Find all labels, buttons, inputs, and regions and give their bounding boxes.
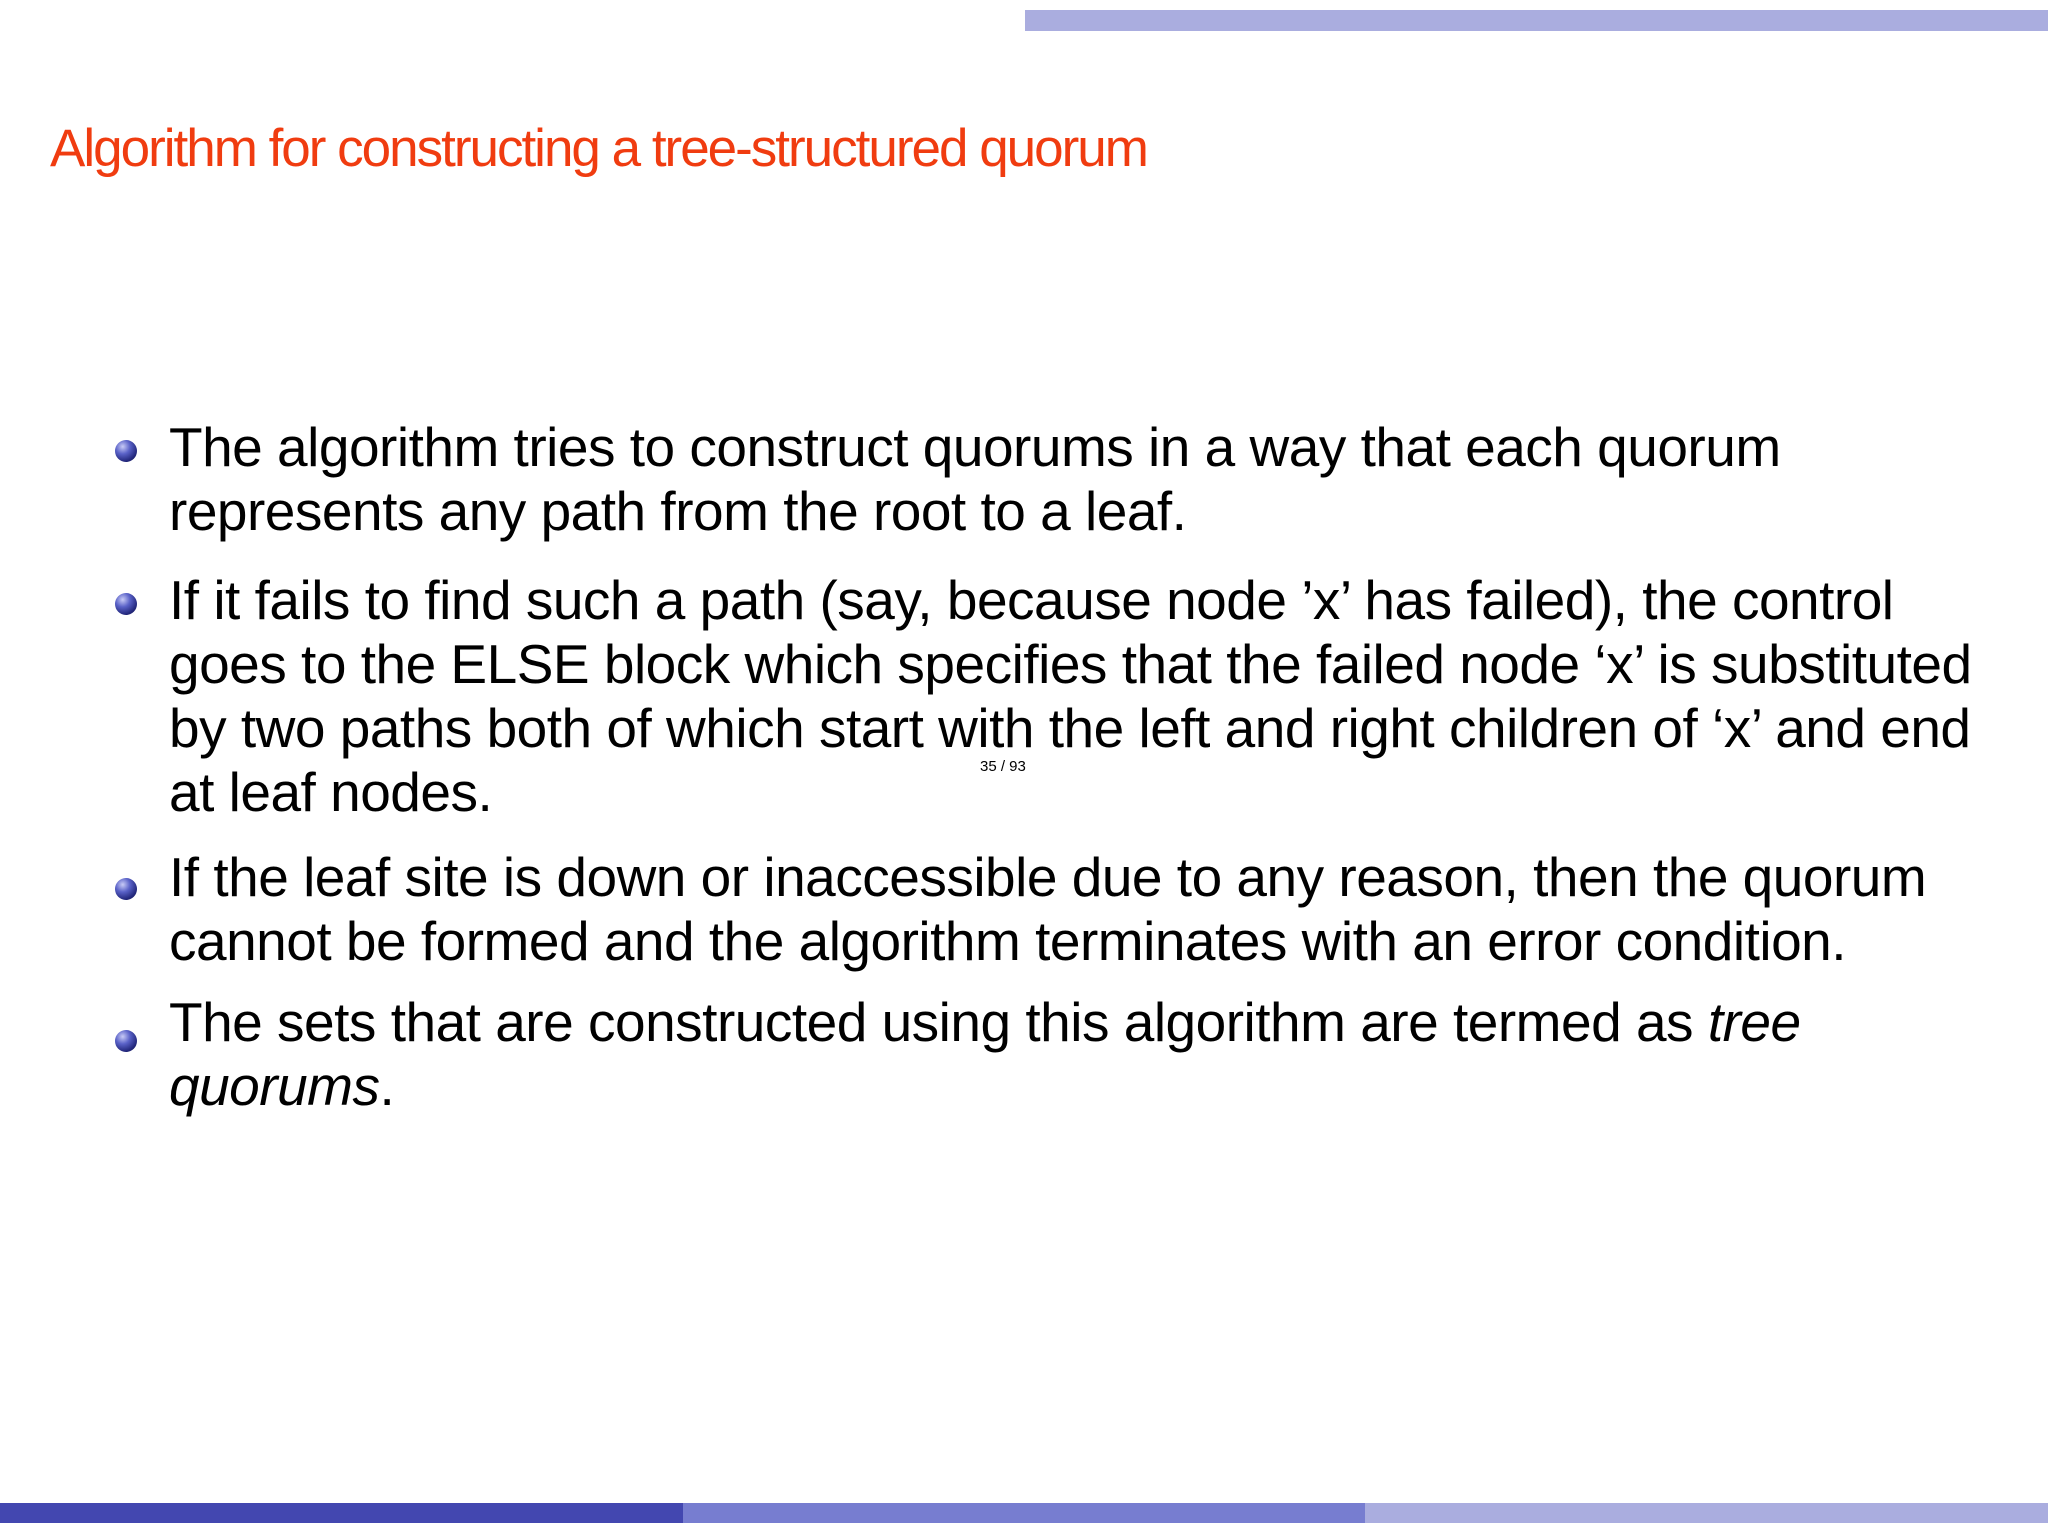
bullet-text: If the leaf site is down or inaccessible due to any reason, then the quorum cannot be formed and the algorithm terminates with an error condition. (169, 846, 1927, 972)
bullet-icon (115, 878, 137, 900)
footer-bar-right (1365, 1503, 2048, 1523)
bullet-icon (115, 1030, 137, 1052)
bullet-icon (115, 593, 137, 615)
footer-bar-left (0, 1503, 683, 1523)
page-number: 35 / 93 (980, 758, 1026, 775)
slide-title: Algorithm for constructing a tree-structured quorum (50, 119, 1147, 178)
bullet-text-italic-term: tree quorums (169, 991, 1801, 1117)
bullet-text-plain: The sets that are constructed using this algorithm are termed as (169, 991, 1708, 1053)
bullet-text: The algorithm tries to construct quorums in a way that each quorum represents any path from the root to a leaf. (169, 416, 1781, 542)
header-decoration-bar (1025, 10, 2048, 31)
bullet-icon (115, 440, 137, 462)
bullet-text-period: . (379, 1055, 395, 1117)
bullet-text: If it fails to find such a path (say, because node ’x’ has failed), the control goes to the ELSE block which specifies that the failed node ‘x’ is substituted by two paths both of which start with the left and right children of ‘x’ and end at leaf nodes. (169, 569, 1972, 823)
footer-bar-middle (683, 1503, 1365, 1523)
bullet-text (169, 990, 2009, 1118)
